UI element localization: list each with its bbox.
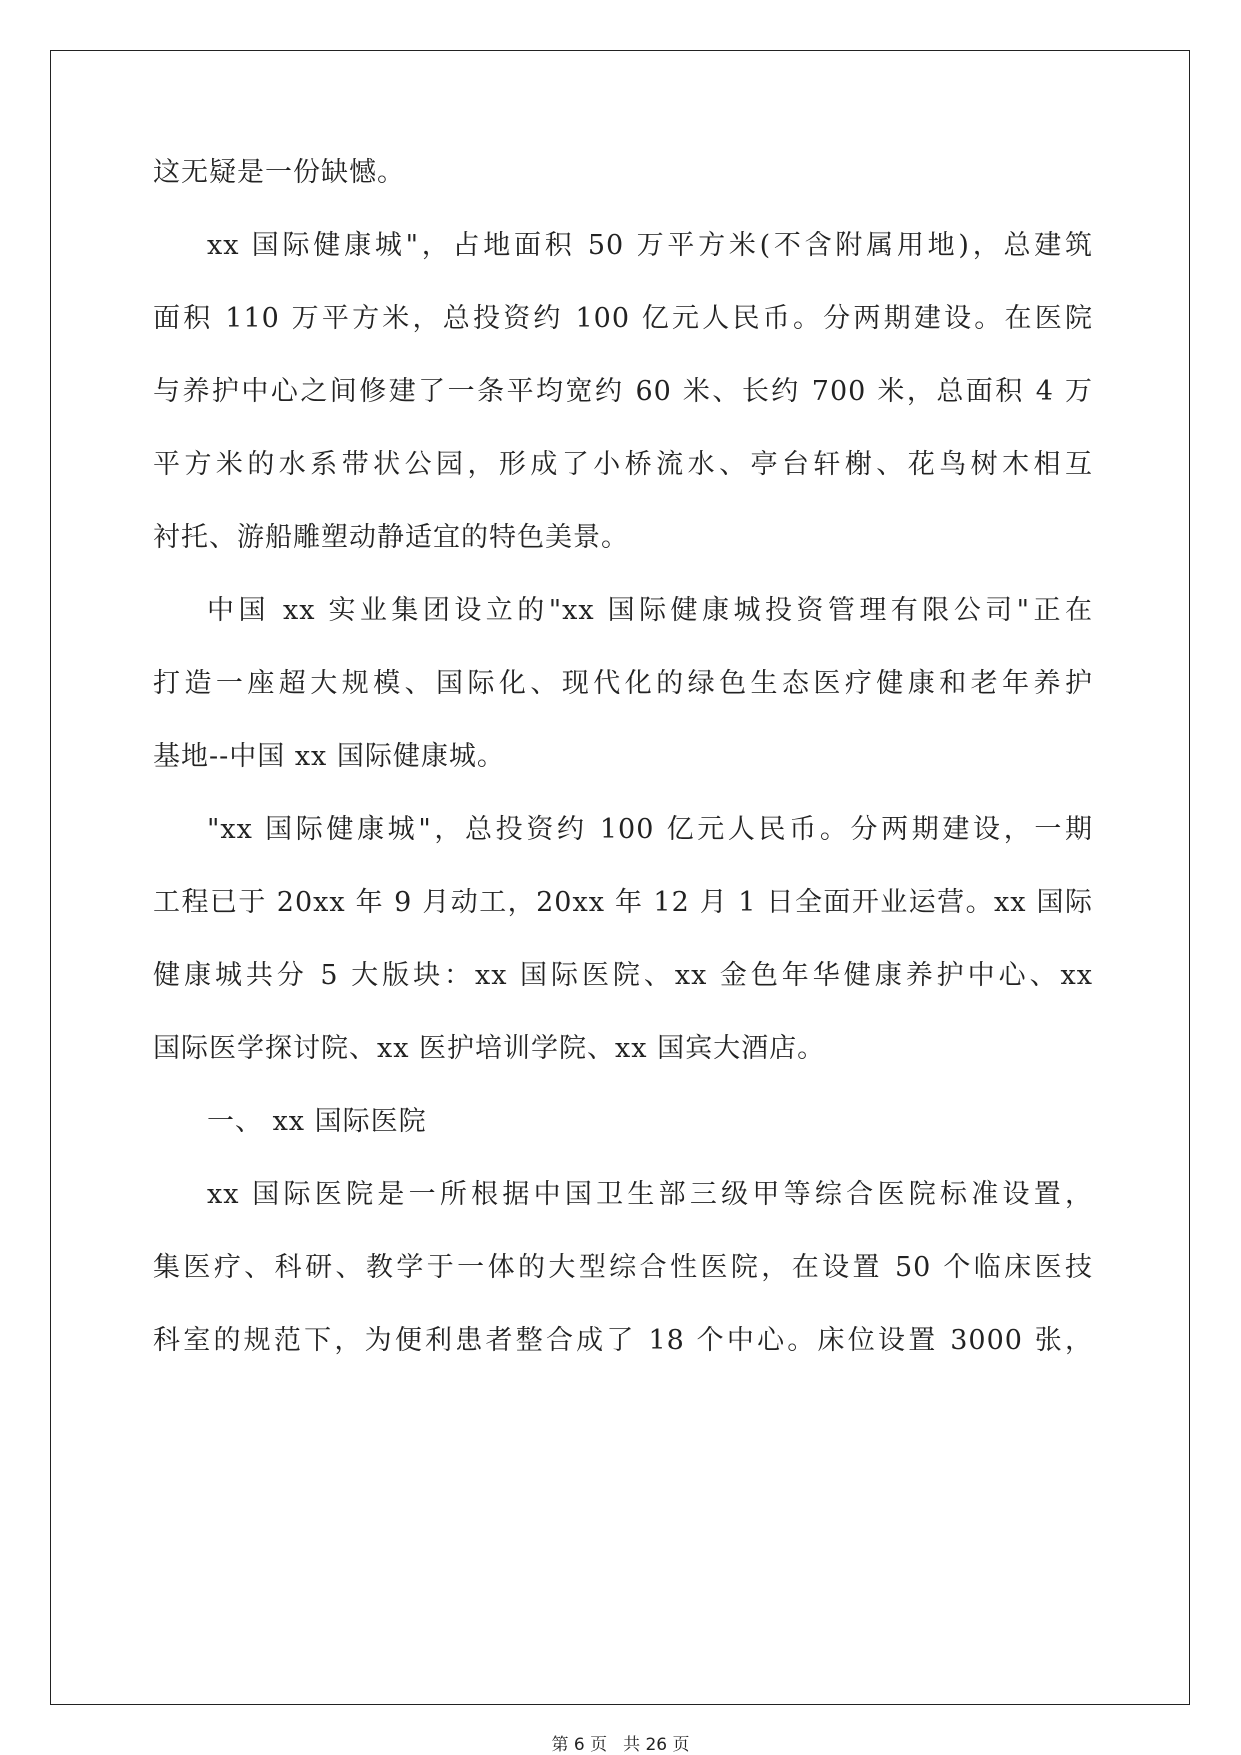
text-line: 平方米的水系带状公园，形成了小桥流水、亭台轩榭、花鸟树木相互: [153, 449, 1093, 480]
text-line: 健康城共分 5 大版块：xx 国际医院、xx 金色年华健康养护中心、xx: [153, 960, 1093, 991]
text-line: 中国 xx 实业集团设立的"xx 国际健康城投资管理有限公司"正在: [207, 595, 1093, 626]
text-line: "xx 国际健康城"，总投资约 100 亿元人民币。分两期建设，一期: [207, 814, 1093, 845]
text-line: 国际医学探讨院、xx 医护培训学院、xx 国宾大酒店。: [153, 1033, 826, 1064]
current-page-label: 第 6 页: [551, 1735, 608, 1755]
text-line: xx 国际健康城"，占地面积 50 万平方米(不含附属用地)，总建筑: [207, 230, 1093, 261]
total-pages-label: 共 26 页: [623, 1735, 690, 1755]
section-heading: 一、 xx 国际医院: [207, 1106, 427, 1137]
text-line: 基地--中国 xx 国际健康城。: [153, 741, 505, 772]
text-line: 这无疑是一份缺憾。: [153, 157, 405, 188]
text-line: 集医疗、科研、教学于一体的大型综合性医院，在设置 50 个临床医技: [153, 1252, 1093, 1283]
text-line: 与养护中心之间修建了一条平均宽约 60 米、长约 700 米，总面积 4 万: [153, 376, 1093, 407]
text-line: 面积 110 万平方米，总投资约 100 亿元人民币。分两期建设。在医院: [153, 303, 1093, 334]
text-line: xx 国际医院是一所根据中国卫生部三级甲等综合医院标准设置，: [207, 1179, 1093, 1210]
text-line: 科室的规范下，为便利患者整合成了 18 个中心。床位设置 3000 张，: [153, 1325, 1093, 1356]
page-footer: [0, 1730, 1241, 1755]
text-line: 衬托、游船雕塑动静适宜的特色美景。: [153, 522, 629, 553]
text-line: 打造一座超大规模、国际化、现代化的绿色生态医疗健康和老年养护: [153, 668, 1093, 699]
text-line: 工程已于 20xx 年 9 月动工，20xx 年 12 月 1 日全面开业运营。xx 国际: [153, 887, 1093, 918]
